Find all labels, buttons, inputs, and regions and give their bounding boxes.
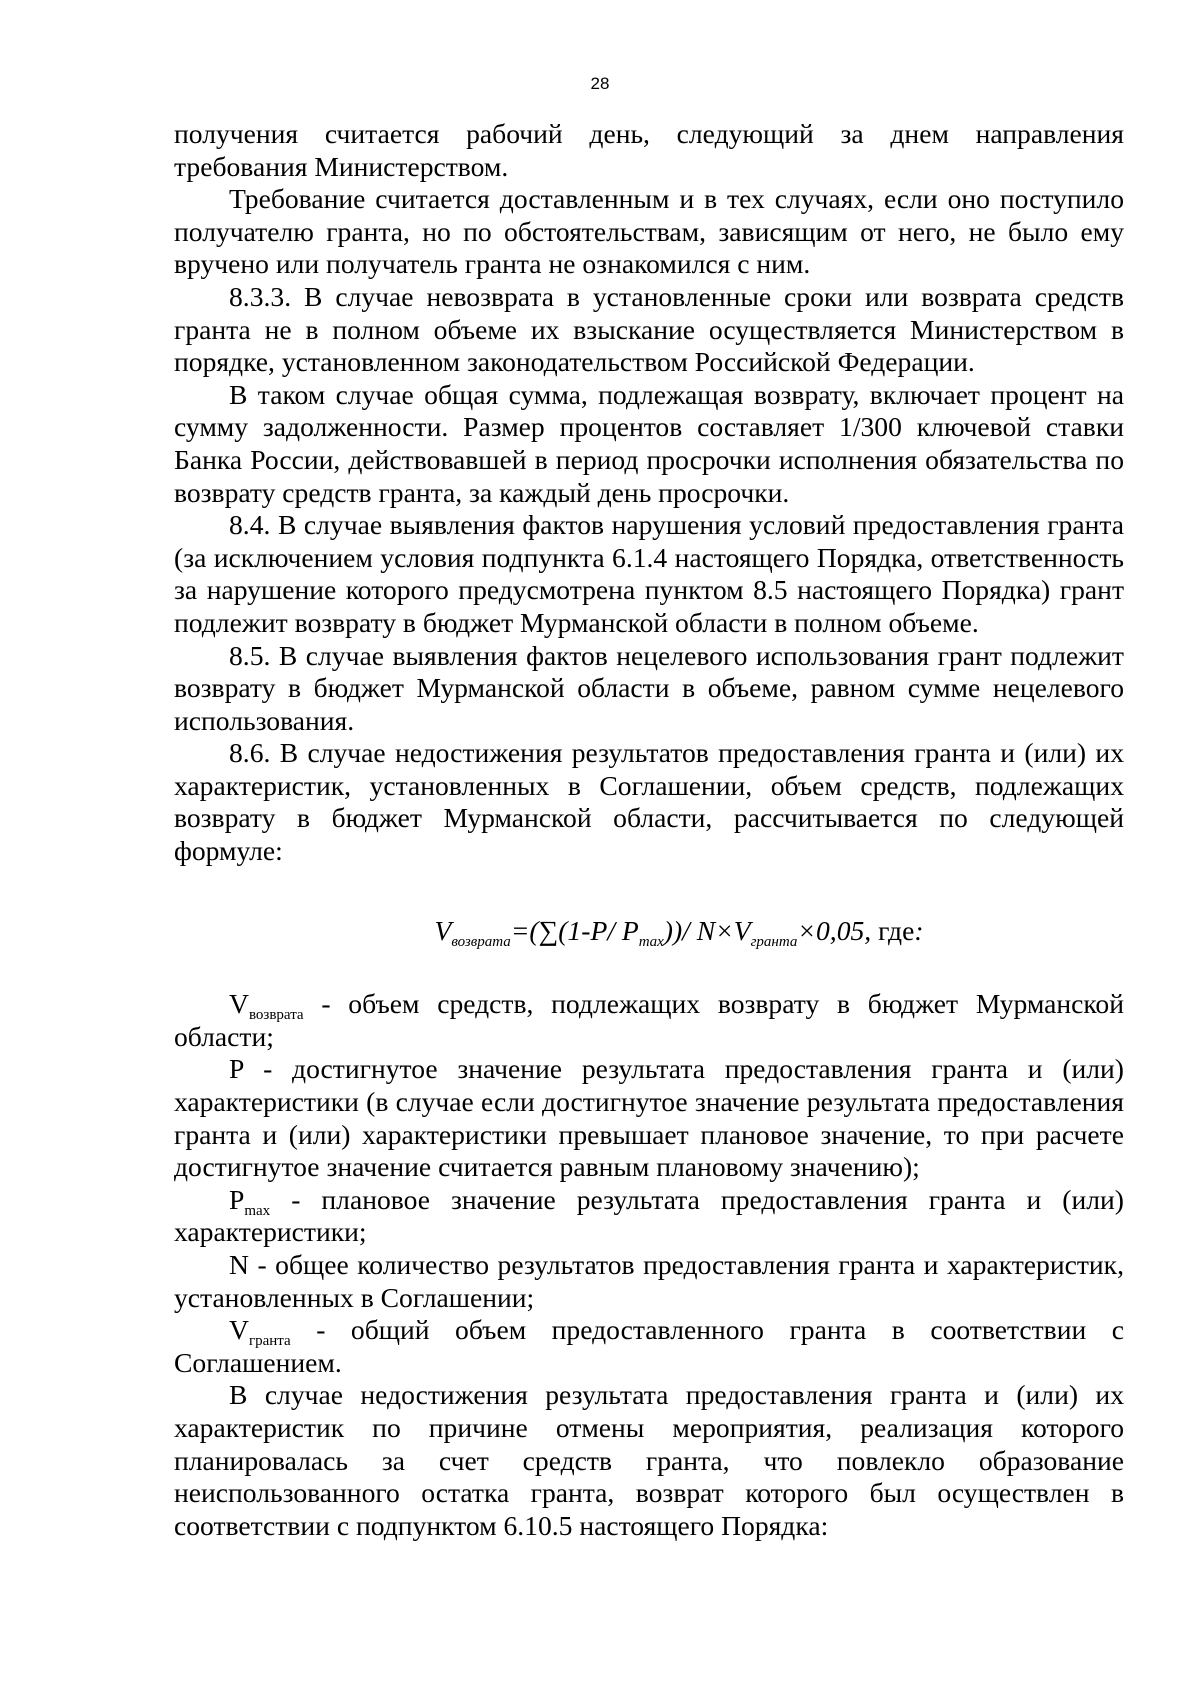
paragraph: 8.6. В случае недостижения результатов предоставления гранта и (или) их характеристик, установленных в Соглашении, объем средств, подлежащих возврату в бюджет Мурманской области, рассчитывается по следующей формуле: xyxy=(174,737,1124,867)
symbol-sub: max xyxy=(244,1202,271,1219)
symbol: V xyxy=(229,1314,249,1346)
symbol-sub: возврата xyxy=(248,1007,304,1024)
definition-text: - объем средств, подлежащих возврату в бюджет Мурманской области; xyxy=(174,988,1124,1052)
document-body xyxy=(174,118,1124,1542)
definition-n: N - общее количество результатов предоставления гранта и характеристик, установленных в Соглашении; xyxy=(174,1249,1124,1313)
paragraph: В таком случае общая сумма, подлежащая возврату, включает процент на сумму задолженности. Размер процентов составляет 1/300 ключевой ставки Банка России, действовавшей в период просрочки исполнения обязательства по возврату средств гранта, за каждый день просрочки. xyxy=(174,378,1124,508)
formula-colon: : xyxy=(914,914,924,946)
page-number: 28 xyxy=(590,74,610,93)
paragraph: 8.4. В случае выявления фактов нарушения условий предоставления гранта (за исключением условия подпункта 6.1.4 настоящего Порядка, ответственность за нарушение которого предусмотрена пунктом 8.5 настоящего Порядка) грант подлежит возврату в бюджет Мурманской области в полном объеме. xyxy=(174,509,1124,638)
definition-p: P - достигнутое значение результата предоставления гранта и (или) характеристики (в случае если достигнутое значение результата предоставления гранта и (или) характеристики превышает плановое значение, то при расчете достигнутое значение считается равным плановому значению); xyxy=(174,1053,1124,1183)
paragraph: Требование считается доставленным и в тех случаях, если оно поступило получателю гранта, но по обстоятельствам, зависящим от него, не было ему вручено или получатель гранта не ознакомился с ним. xyxy=(174,183,1124,280)
formula-part: ))/ N×V xyxy=(663,914,751,946)
formula-v-return: V xyxy=(434,914,452,946)
symbol: P xyxy=(229,1183,245,1215)
return-formula xyxy=(174,868,1124,989)
definition-text: - общий объем предоставленного гранта в соответствии с Соглашением. xyxy=(174,1314,1124,1378)
paragraph: 8.5. В случае выявления фактов нецелевого использования грант подлежит возврату в бюджет Мурманской области в объеме, равном сумме нецелевого использования. xyxy=(174,639,1124,736)
definition-v-grant xyxy=(174,1314,1124,1379)
formula-expression xyxy=(434,914,872,950)
paragraph: 8.3.3. В случае невозврата в установленные сроки или возврата средств гранта не в полном объеме их взыскание осуществляется Министерством в порядке, установленном законодательством Российской Федерации. xyxy=(174,280,1124,378)
formula-part: ×0,05, xyxy=(797,914,872,946)
symbol: V xyxy=(229,988,249,1020)
formula-v-grant-sub: гранта xyxy=(750,933,798,950)
paragraph: В случае недостижения результата предоставления гранта и (или) их характеристик по причине отмены мероприятия, реализация которого планировалась за счет средств гранта, что повлекло образование неиспользованного остатка гранта, возврат которого был осуществлен в соответствии с подпунктом 6.10.5 настоящего Порядка: xyxy=(174,1379,1124,1541)
formula-part: =(∑(1-P/ P xyxy=(510,914,639,946)
formula-suffix: где xyxy=(871,914,915,946)
formula-v-return-sub: возврата xyxy=(451,933,511,950)
definition-pmax xyxy=(174,1184,1124,1249)
definition-text: - плановое значение результата предоставления гранта и (или) характеристики; xyxy=(174,1183,1124,1248)
symbol-sub: гранта xyxy=(248,1333,291,1350)
definition-v-return xyxy=(174,988,1124,1053)
formula-pmax-sub: max xyxy=(638,933,664,950)
paragraph: получения считается рабочий день, следующий за днем направления требования Министерством. xyxy=(174,118,1124,182)
